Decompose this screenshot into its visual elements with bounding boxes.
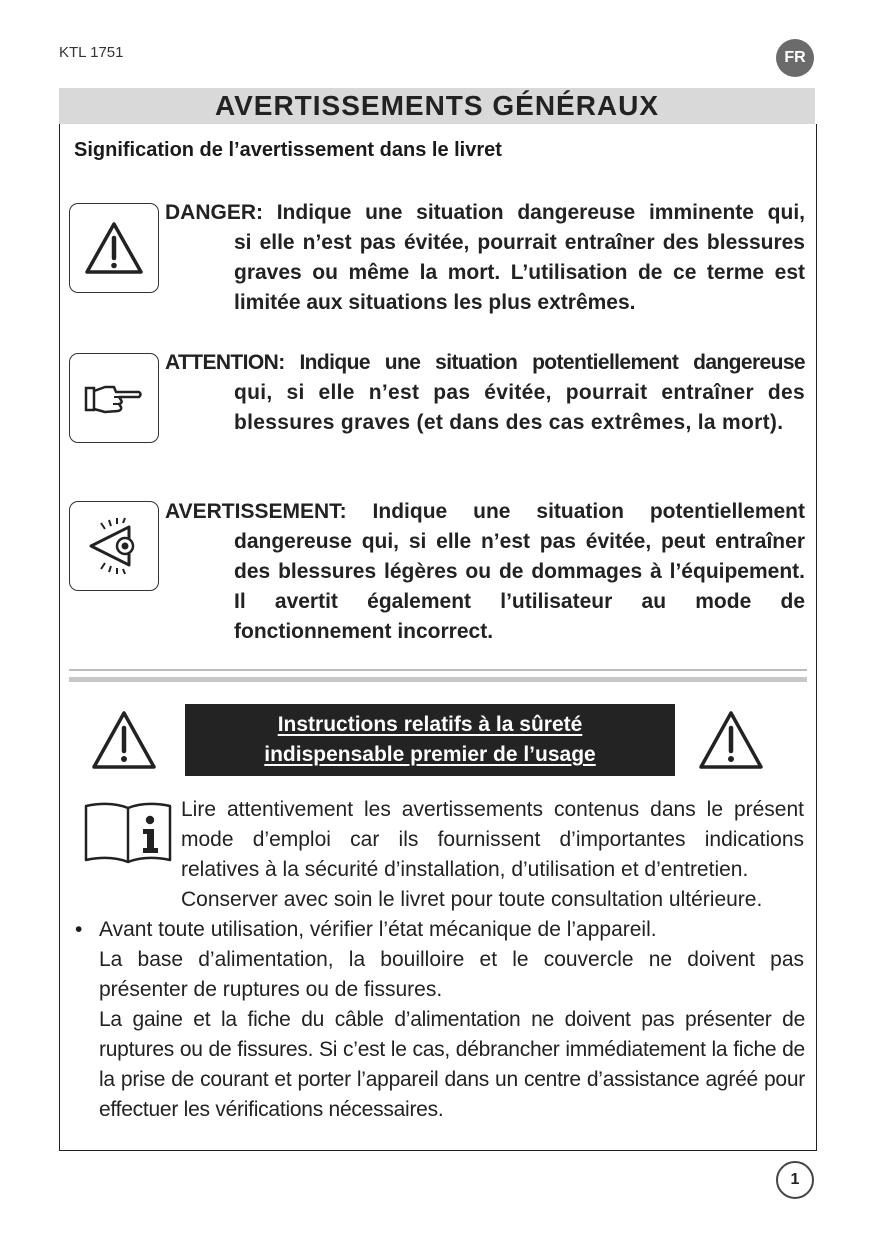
caution-rest: dangereuse qui, si elle n’est pas évitée, peut entraîner des blessures légères ou de dommages à l’équipement. Il avertit également l’utilisateur au mode de fonctionnement incorrect. [234,530,805,643]
bullet-line1: Avant toute utilisation, vérifier l’état mécanique de l’appareil. [99,918,657,941]
attention-line1: ATTENTION: Indique une situation potentiellement dangereuse [165,351,805,374]
bullet-marker: • [75,918,83,941]
right-warning-triangle-icon [698,710,764,770]
danger-triangle-icon [83,220,145,276]
manual-note: Lire attentivement les avertissements contenus dans le présent mode d’emploi car ils fournissent d’importantes indications relatives à la sécurité d’installation, d’utilisation et d’entretien. [181,798,804,881]
danger-line1: DANGER: Indique une situation dangereuse imminente qui, [165,201,805,224]
separator-thick [69,677,807,682]
separator-thin [69,669,807,671]
page-title: AVERTISSEMENTS GÉNÉRAUX [59,88,815,124]
attention-icon-box [69,353,159,443]
safety-banner [185,704,675,776]
bullet-paragraph-cable: La gaine et la fiche du câble d’alimentation ne doivent pas présenter de ruptures ou de fissures. Si c’est le cas, débrancher immédiatement la fiche de la prise de courant et porter l’appareil dans un centre d’assistance agréé pour effectuer les vérifications nécessaires. [99,1008,805,1121]
danger-text [165,198,805,318]
pointing-hand-icon [83,378,145,418]
safety-line1: Instructions relatifs à la sûreté [277,713,583,736]
eye-icon [83,515,145,577]
page-number: 1 [776,1161,814,1199]
attention-text [165,348,805,438]
danger-icon-box [69,203,159,293]
read-manual-icon [82,800,174,866]
section-subtitle: Signification de l’avertissement dans le livret [74,139,502,161]
safety-line2: indispensable premier de l’usage [264,743,596,766]
attention-rest: qui, si elle n’est pas évitée, pourrait entraîner des blessures graves (et dans des cas extrêmes, la mort). [234,381,805,434]
language-badge: FR [776,39,814,77]
bullet-paragraph-base: La base d’alimentation, la bouilloire et le couvercle ne doivent pas présenter de ruptures ou de fissures. [99,948,804,1001]
caution-text [165,497,805,647]
caution-icon-box [69,501,159,591]
caution-line1: AVERTISSEMENT: Indique une situation potentiellement [165,500,805,523]
left-warning-triangle-icon [91,710,157,770]
manual-note-keep: Conserver avec soin le livret pour toute consultation ultérieure. [181,888,763,911]
danger-rest: si elle n’est pas évitée, pourrait entraîner des blessures graves ou même la mort. L’utilisation de ce terme est limitée aux situations les plus extrêmes. [234,231,805,314]
model-number: KTL 1751 [59,44,124,61]
